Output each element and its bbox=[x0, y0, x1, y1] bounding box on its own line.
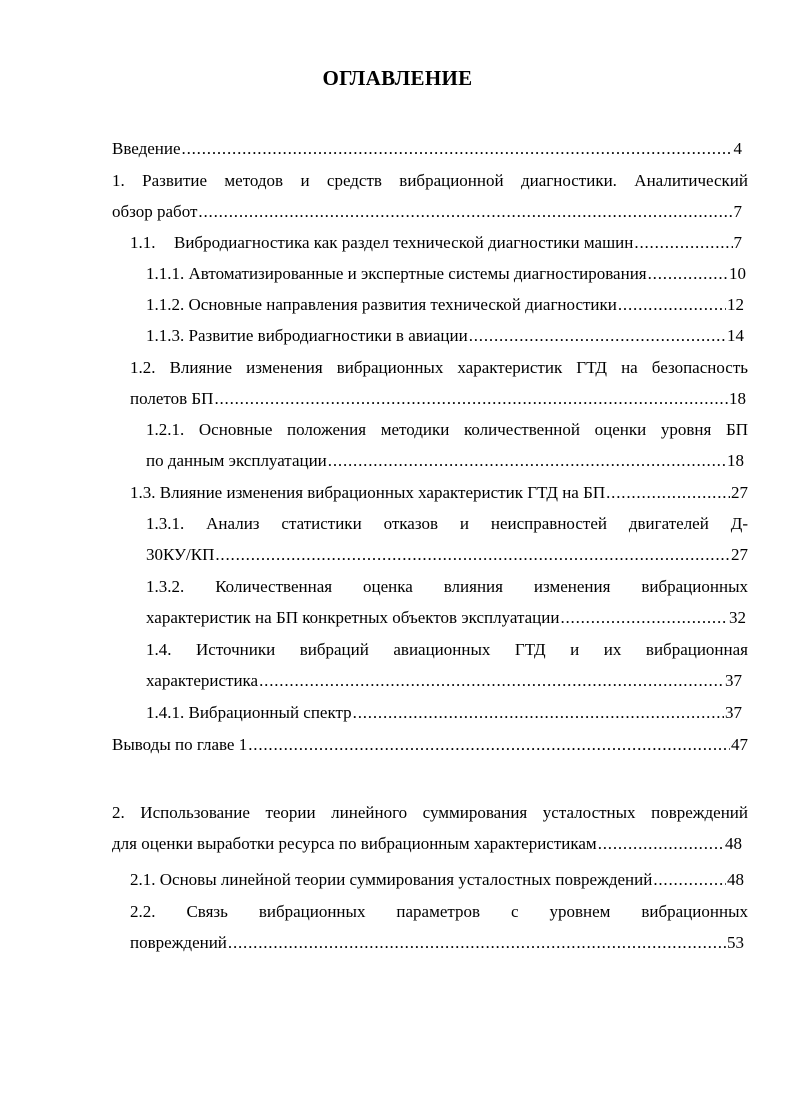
toc-entry-1-1-3[interactable] bbox=[146, 320, 744, 351]
toc-page-number: 12 bbox=[727, 295, 744, 314]
toc-page-number: 27 bbox=[731, 483, 748, 502]
leader-dots bbox=[214, 383, 728, 414]
toc-entry-line: 1.3.1. Анализ статистики отказов и неисправностей двигателей Д- bbox=[146, 514, 748, 533]
toc-entry-2-1[interactable] bbox=[130, 864, 744, 895]
leader-dots bbox=[598, 828, 724, 859]
toc-entry-text: полетов БП bbox=[130, 389, 214, 408]
toc-entry-1-3-1[interactable] bbox=[146, 508, 748, 570]
toc-page-number: 32 bbox=[729, 608, 746, 627]
toc-entry-line: 1.2. Влияние изменения вибрационных характеристик ГТД на безопасность bbox=[130, 358, 748, 377]
toc-page-number: 53 bbox=[727, 933, 744, 952]
toc-entry-intro[interactable] bbox=[112, 133, 742, 164]
toc-entry-text: обзор работ bbox=[112, 202, 198, 221]
toc-entry-text: характеристик на БП конкретных объектов эксплуатации bbox=[146, 608, 560, 627]
leader-dots bbox=[215, 539, 730, 570]
leader-dots bbox=[618, 289, 726, 320]
toc-entry-1-2-1[interactable] bbox=[146, 414, 748, 476]
toc-entry-text: 1.1.3. Развитие вибродиагностики в авиации bbox=[146, 326, 468, 345]
toc-page-number: 18 bbox=[727, 451, 744, 470]
leader-dots bbox=[469, 320, 726, 351]
toc-section-number: 1.1. bbox=[130, 233, 156, 252]
toc-page-number: 48 bbox=[725, 834, 742, 853]
toc-entry-line: 2. Использование теории линейного суммирования усталостных повреждений bbox=[112, 803, 748, 822]
leader-dots bbox=[228, 927, 726, 958]
toc-page-number: 4 bbox=[733, 139, 742, 158]
toc-page-number: 18 bbox=[729, 389, 746, 408]
toc-entry-2-2[interactable] bbox=[130, 896, 748, 958]
leader-dots bbox=[648, 258, 728, 289]
toc-entry-chapter-1[interactable] bbox=[112, 165, 748, 227]
toc-entry-text: 2.1. Основы линейной теории суммирования усталостных повреждений bbox=[130, 870, 653, 889]
toc-entry-text: 1.1.1. Автоматизированные и экспертные системы диагностирования bbox=[146, 264, 647, 283]
leader-dots bbox=[198, 196, 732, 227]
toc-page-number: 37 bbox=[725, 703, 742, 722]
toc-page-number: 7 bbox=[733, 233, 742, 252]
toc-entry-line: 1.3.2. Количественная оценка влияния изменения вибрационных bbox=[146, 577, 748, 596]
toc-entry-1-1-1[interactable] bbox=[146, 258, 746, 289]
toc-entry-1-1[interactable] bbox=[130, 227, 742, 258]
toc-entry-conclusions-1[interactable] bbox=[112, 729, 748, 760]
leader-dots bbox=[560, 602, 728, 633]
toc-entry-1-3[interactable] bbox=[130, 477, 748, 508]
toc-entry-line: 1.4. Источники вибраций авиационных ГТД и их вибрационная bbox=[146, 640, 748, 659]
toc-entry-text: для оценки выработки ресурса по вибрационным характеристикам bbox=[112, 834, 597, 853]
leader-dots bbox=[353, 697, 724, 728]
toc-page-number: 47 bbox=[731, 735, 748, 754]
toc-entry-text: по данным эксплуатации bbox=[146, 451, 327, 470]
leader-dots bbox=[248, 729, 730, 760]
toc-entry-1-3-2[interactable] bbox=[146, 571, 748, 633]
toc-entry-1-4-1[interactable] bbox=[146, 697, 742, 728]
toc-entry-text: 1.4.1. Вибрационный спектр bbox=[146, 703, 352, 722]
toc-entry-text: 1.1.2. Основные направления развития технической диагностики bbox=[146, 295, 617, 314]
toc-entry-1-2[interactable] bbox=[130, 352, 748, 414]
toc-entry-1-4[interactable] bbox=[146, 634, 748, 696]
toc-entry-text: 30КУ/КП bbox=[146, 545, 215, 564]
leader-dots bbox=[259, 665, 724, 696]
toc-page-number: 48 bbox=[727, 870, 744, 889]
leader-dots bbox=[653, 864, 726, 895]
leader-dots bbox=[606, 477, 730, 508]
page-title: ОГЛАВЛЕНИЕ bbox=[322, 66, 473, 90]
toc-entry-text: Выводы по главе 1 bbox=[112, 735, 248, 754]
toc-entry-text: 1.3. Влияние изменения вибрационных характеристик ГТД на БП bbox=[130, 483, 606, 502]
toc-entry-line: 1.2.1. Основные положения методики количественной оценки уровня БП bbox=[146, 420, 748, 439]
toc-entry-line: 2.2. Связь вибрационных параметров с уровнем вибрационных bbox=[130, 902, 748, 921]
toc-entry-line: 1. Развитие методов и средств вибрационной диагностики. Аналитический bbox=[112, 171, 748, 190]
leader-dots bbox=[634, 227, 732, 258]
toc-entry-chapter-2[interactable] bbox=[112, 797, 748, 859]
toc-page-number: 14 bbox=[727, 326, 744, 345]
toc-page-number: 37 bbox=[725, 671, 742, 690]
toc-entry-text: Введение bbox=[112, 139, 181, 158]
leader-dots bbox=[328, 445, 726, 476]
toc-entry-text: Вибродиагностика как раздел технической диагностики машин bbox=[174, 233, 634, 252]
toc-page-number: 7 bbox=[733, 202, 742, 221]
toc-page-number: 27 bbox=[731, 545, 748, 564]
toc-entry-1-1-2[interactable] bbox=[146, 289, 744, 320]
toc-entry-text: повреждений bbox=[130, 933, 227, 952]
leader-dots bbox=[182, 133, 733, 164]
toc-entry-text: характеристика bbox=[146, 671, 259, 690]
toc-page-number: 10 bbox=[729, 264, 746, 283]
